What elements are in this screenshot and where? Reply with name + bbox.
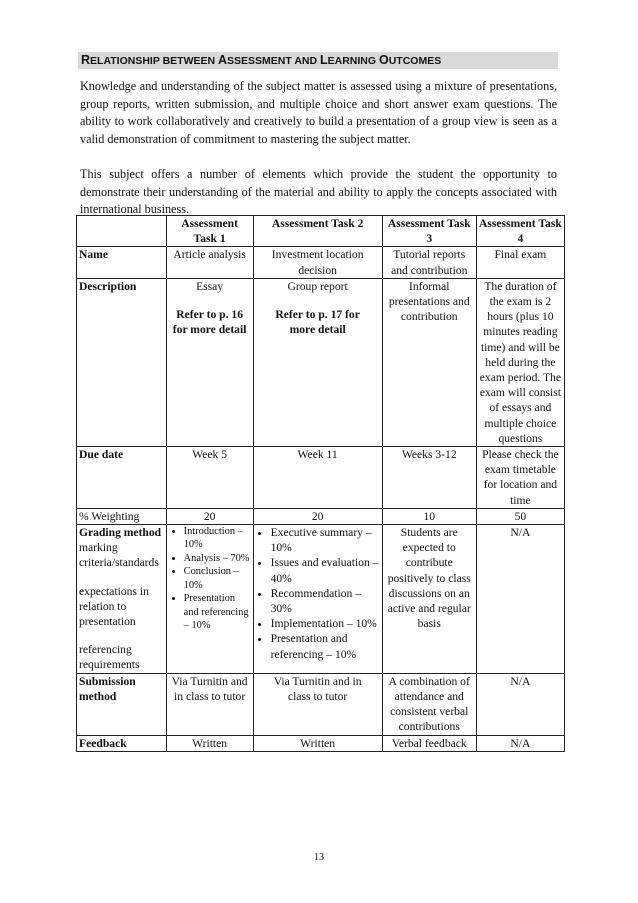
list-item: • Analysis – 70%	[184, 552, 251, 565]
table-row	[77, 525, 565, 674]
row-label-feedback: Feedback	[77, 735, 167, 751]
page-number: 13	[314, 852, 324, 863]
table-cell: Investment location decision	[253, 247, 382, 278]
table-cell: N/A	[476, 525, 564, 674]
row-label-name: Name	[77, 247, 167, 278]
grading-list-task-1	[169, 525, 251, 632]
table-cell: The duration of the exam is 2 hours (plus 10 minutes reading time) and will be held during the exam period. The exam will consist of essays and multiple choice questions	[476, 278, 564, 446]
table-cell: Tutorial reports and contribution	[382, 247, 476, 278]
table-cell: Final exam	[476, 247, 564, 278]
list-item: • Presentation and referencing – 10%	[271, 631, 380, 661]
header-task-1: Assessment Task 1	[166, 216, 253, 247]
table-cell: Verbal feedback	[382, 735, 476, 751]
list-item: • Implementation – 10%	[271, 616, 380, 631]
heading-part: O	[378, 53, 389, 67]
row-label-due-date: Due date	[77, 447, 167, 509]
assessment-table	[76, 215, 565, 752]
list-item: • Presentation and referencing – 10%	[184, 592, 251, 632]
list-item: • Issues and evaluation – 40%	[271, 555, 380, 585]
heading-part: A	[218, 53, 228, 67]
task-type: Essay	[196, 279, 224, 293]
page-reference: Refer to p. 17 for more detail	[275, 308, 360, 337]
header-task-4: Assessment Task 4	[476, 216, 564, 247]
section-heading	[78, 52, 558, 69]
heading-part: UTCOMES	[388, 55, 442, 67]
criteria-line: expectations in relation to presentation	[79, 584, 149, 629]
list-item: • Introduction – 10%	[184, 525, 251, 552]
table-cell: Informal presentations and contribution	[382, 278, 476, 446]
table-row	[77, 247, 565, 278]
table-row	[77, 447, 565, 509]
criteria-line: referencing requirements	[79, 643, 140, 672]
table-row	[77, 508, 565, 524]
page-reference: Refer to p. 16 for more detail	[172, 308, 247, 337]
table-cell: N/A	[476, 673, 564, 735]
table-cell	[166, 525, 253, 674]
heading-part: R	[81, 53, 91, 67]
list-item: • Recommendation – 30%	[271, 586, 380, 616]
grading-list-task-2	[256, 525, 380, 662]
table-cell: Please check the exam timetable for location and time	[476, 447, 564, 509]
table-cell	[166, 278, 253, 446]
table-cell: Via Turnitin and in class to tutor	[166, 673, 253, 735]
row-label-submission: Submission method	[77, 673, 167, 735]
table-cell: Written	[166, 735, 253, 751]
heading-part: ELATIONSHIP BETWEEN	[90, 55, 218, 67]
table-cell: 20	[166, 508, 253, 524]
table-cell: Written	[253, 735, 382, 751]
table-cell: 50	[476, 508, 564, 524]
row-label-grading	[77, 525, 167, 674]
table-cell	[253, 525, 382, 674]
heading-part: EARNING	[327, 55, 379, 67]
table-cell: Article analysis	[166, 247, 253, 278]
table-cell: 20	[253, 508, 382, 524]
table-corner-cell	[77, 216, 167, 247]
row-label-description: Description	[77, 278, 167, 446]
grading-method-label: Grading method	[79, 526, 162, 540]
header-task-2: Assessment Task 2	[253, 216, 382, 247]
heading-part: SSESSMENT AND	[227, 55, 320, 67]
task-type: Group report	[287, 279, 348, 293]
intro-paragraph: Knowledge and understanding of the subject matter is assessed using a mixture of presentations, group reports, written submission, and multiple choice and short answer exam questions. The ability to work collaboratively and creatively to build a presentation of a group view is seen as a valid demonstration of commitment to mastering the subject matter.	[80, 79, 557, 146]
table-cell: Week 5	[166, 447, 253, 509]
table-cell: Students are expected to contribute positively to class discussions on an active and regular basis	[382, 525, 476, 674]
table-cell	[253, 278, 382, 446]
heading-part: L	[320, 53, 328, 67]
table-cell: 10	[382, 508, 476, 524]
table-cell: Via Turnitin and in class to tutor	[253, 673, 382, 735]
list-item: • Executive summary – 10%	[271, 525, 380, 555]
table-row	[77, 278, 565, 446]
elements-paragraph: This subject offers a number of elements which provide the student the opportunity to demonstrate their understanding of the material and ability to apply the concepts associated with international business.	[80, 167, 557, 217]
list-item: • Conclusion – 10%	[184, 565, 251, 592]
table-row	[77, 673, 565, 735]
table-cell: A combination of attendance and consistent verbal contributions	[382, 673, 476, 735]
criteria-line: marking criteria/standards	[79, 541, 159, 570]
table-cell: Weeks 3-12	[382, 447, 476, 509]
header-task-3: Assessment Task 3	[382, 216, 476, 247]
table-cell: N/A	[476, 735, 564, 751]
table-row	[77, 735, 565, 751]
table-header-row	[77, 216, 565, 247]
row-label-weighting: % Weighting	[77, 508, 167, 524]
table-cell: Week 11	[253, 447, 382, 509]
